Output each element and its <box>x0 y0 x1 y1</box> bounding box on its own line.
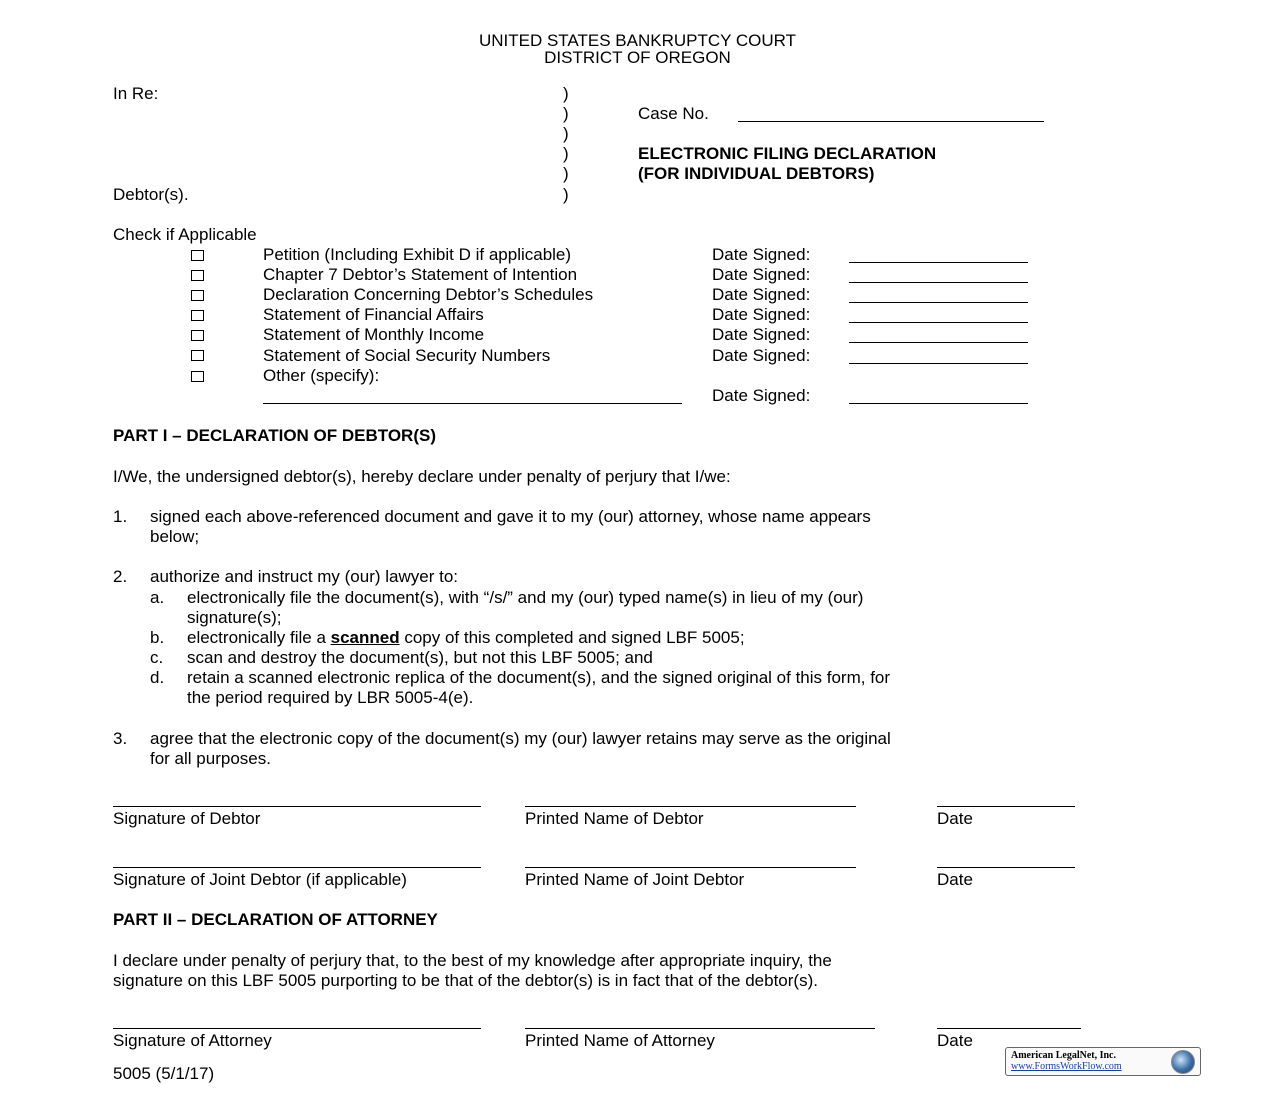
date-signed-field[interactable] <box>849 302 1028 303</box>
signature-label: Signature of Joint Debtor (if applicable) <box>113 870 407 889</box>
checklist-item-label: Other (specify): <box>263 366 380 385</box>
sub-letter: b. <box>150 628 165 647</box>
printed-name-label: Printed Name of Attorney <box>525 1031 715 1050</box>
american-legalnet-logo[interactable] <box>1005 1047 1201 1076</box>
date-signed-label: Date Signed: <box>712 285 811 304</box>
item3-text: agree that the electronic copy of the document(s) my (our) lawyer retains may serve as the original <box>150 729 891 748</box>
sub-letter: d. <box>150 668 165 687</box>
in-re-label: In Re: <box>113 84 159 103</box>
checkbox-financial-affairs[interactable] <box>191 310 204 321</box>
sub-b-text <box>187 628 745 648</box>
date-signed-label: Date Signed: <box>712 325 811 344</box>
sub-letter: a. <box>150 588 165 607</box>
date-label: Date <box>937 809 973 828</box>
form-id: 5005 (5/1/17) <box>113 1064 215 1083</box>
part2-heading: PART II – DECLARATION OF ATTORNEY <box>113 910 438 929</box>
date-signed-field[interactable] <box>849 322 1028 323</box>
item-number: 3. <box>113 729 128 748</box>
attorney-date-line[interactable] <box>937 1028 1081 1029</box>
sub-a-text: electronically file the document(s), with “/s/” and my (our) typed name(s) in lieu of my (our) <box>187 588 864 607</box>
court-name: UNITED STATES BANKRUPTCY COURT <box>478 31 797 50</box>
date-label: Date <box>937 870 973 889</box>
caption-paren: ) <box>563 124 569 143</box>
sub-b-emphasis: scanned <box>330 628 400 647</box>
caption-paren: ) <box>563 185 569 204</box>
date-signed-label: Date Signed: <box>712 386 811 405</box>
part2-text-cont: signature on this LBF 5005 purporting to be that of the debtor(s) is in fact that of the debtor(s). <box>113 971 818 990</box>
sub-d-text: retain a scanned electronic replica of the document(s), and the signed original of this form, for <box>187 668 891 687</box>
sub-d-text-cont: the period required by LBR 5005-4(e). <box>187 688 474 707</box>
debtors-label: Debtor(s). <box>113 185 189 204</box>
sub-letter: c. <box>150 648 164 667</box>
joint-debtor-date-line[interactable] <box>937 867 1075 868</box>
item-number: 2. <box>113 567 128 586</box>
date-signed-field[interactable] <box>849 363 1028 364</box>
date-signed-field[interactable] <box>849 282 1028 283</box>
checklist-item-label: Statement of Monthly Income <box>263 325 485 344</box>
checklist-item-label: Statement of Social Security Numbers <box>263 346 551 365</box>
sub-b-post: copy of this completed and signed LBF 5005; <box>399 628 745 647</box>
caption-paren: ) <box>563 144 569 163</box>
item2-text: authorize and instruct my (our) lawyer to: <box>150 567 459 586</box>
sub-a-text-cont: signature(s); <box>187 608 282 627</box>
attorney-signature-line[interactable] <box>113 1028 481 1029</box>
debtor-printed-name-line[interactable] <box>525 806 856 807</box>
caption-paren: ) <box>563 84 569 103</box>
other-specify-field[interactable] <box>263 403 682 404</box>
checklist-heading: Check if Applicable <box>113 225 257 244</box>
date-signed-label: Date Signed: <box>712 305 811 324</box>
part1-heading: PART I – DECLARATION OF DEBTOR(S) <box>113 426 436 445</box>
date-signed-field[interactable] <box>849 403 1028 404</box>
checkbox-petition[interactable] <box>191 250 204 261</box>
form-title: ELECTRONIC FILING DECLARATION <box>638 144 937 163</box>
date-signed-label: Date Signed: <box>712 245 811 264</box>
globe-icon <box>1171 1050 1195 1074</box>
case-no-field[interactable] <box>738 121 1044 122</box>
sub-b-pre: electronically file a <box>187 628 331 647</box>
checklist-item-label: Petition (Including Exhibit D if applicable) <box>263 245 572 264</box>
date-signed-field[interactable] <box>849 342 1028 343</box>
sub-c-text: scan and destroy the document(s), but not this LBF 5005; and <box>187 648 653 667</box>
logo-company-name: American LegalNet, Inc. <box>1011 1050 1116 1061</box>
item3-text-cont: for all purposes. <box>150 749 271 768</box>
court-district: DISTRICT OF OREGON <box>544 48 731 67</box>
checklist-item-label: Statement of Financial Affairs <box>263 305 484 324</box>
date-signed-field[interactable] <box>849 262 1028 263</box>
part1-intro: I/We, the undersigned debtor(s), hereby declare under penalty of perjury that I/we: <box>113 467 731 486</box>
part2-text: I declare under penalty of perjury that, to the best of my knowledge after appropriate inquiry, the <box>113 951 832 970</box>
checkbox-schedules-declaration[interactable] <box>191 290 204 301</box>
caption-paren: ) <box>563 164 569 183</box>
logo-url[interactable]: www.FormsWorkFlow.com <box>1011 1061 1122 1072</box>
checklist-item-label: Chapter 7 Debtor’s Statement of Intention <box>263 265 578 284</box>
joint-debtor-printed-name-line[interactable] <box>525 867 856 868</box>
date-label: Date <box>937 1031 973 1050</box>
date-signed-label: Date Signed: <box>712 265 811 284</box>
checkbox-statement-of-intention[interactable] <box>191 270 204 281</box>
date-signed-label: Date Signed: <box>712 346 811 365</box>
form-subtitle: (FOR INDIVIDUAL DEBTORS) <box>638 164 875 183</box>
checkbox-social-security[interactable] <box>191 350 204 361</box>
attorney-printed-name-line[interactable] <box>525 1028 875 1029</box>
item1-text-cont: below; <box>150 527 200 546</box>
signature-label: Signature of Attorney <box>113 1031 272 1050</box>
printed-name-label: Printed Name of Joint Debtor <box>525 870 745 889</box>
joint-debtor-signature-line[interactable] <box>113 867 481 868</box>
item1-text: signed each above-referenced document and gave it to my (our) attorney, whose name appears <box>150 507 871 526</box>
checkbox-other[interactable] <box>191 371 204 382</box>
checkbox-monthly-income[interactable] <box>191 330 204 341</box>
debtor-signature-line[interactable] <box>113 806 481 807</box>
case-no-label: Case No. <box>638 104 709 123</box>
caption-paren: ) <box>563 104 569 123</box>
signature-label: Signature of Debtor <box>113 809 261 828</box>
checklist-item-label: Declaration Concerning Debtor’s Schedules <box>263 285 594 304</box>
printed-name-label: Printed Name of Debtor <box>525 809 704 828</box>
item-number: 1. <box>113 507 128 526</box>
debtor-date-line[interactable] <box>937 806 1075 807</box>
